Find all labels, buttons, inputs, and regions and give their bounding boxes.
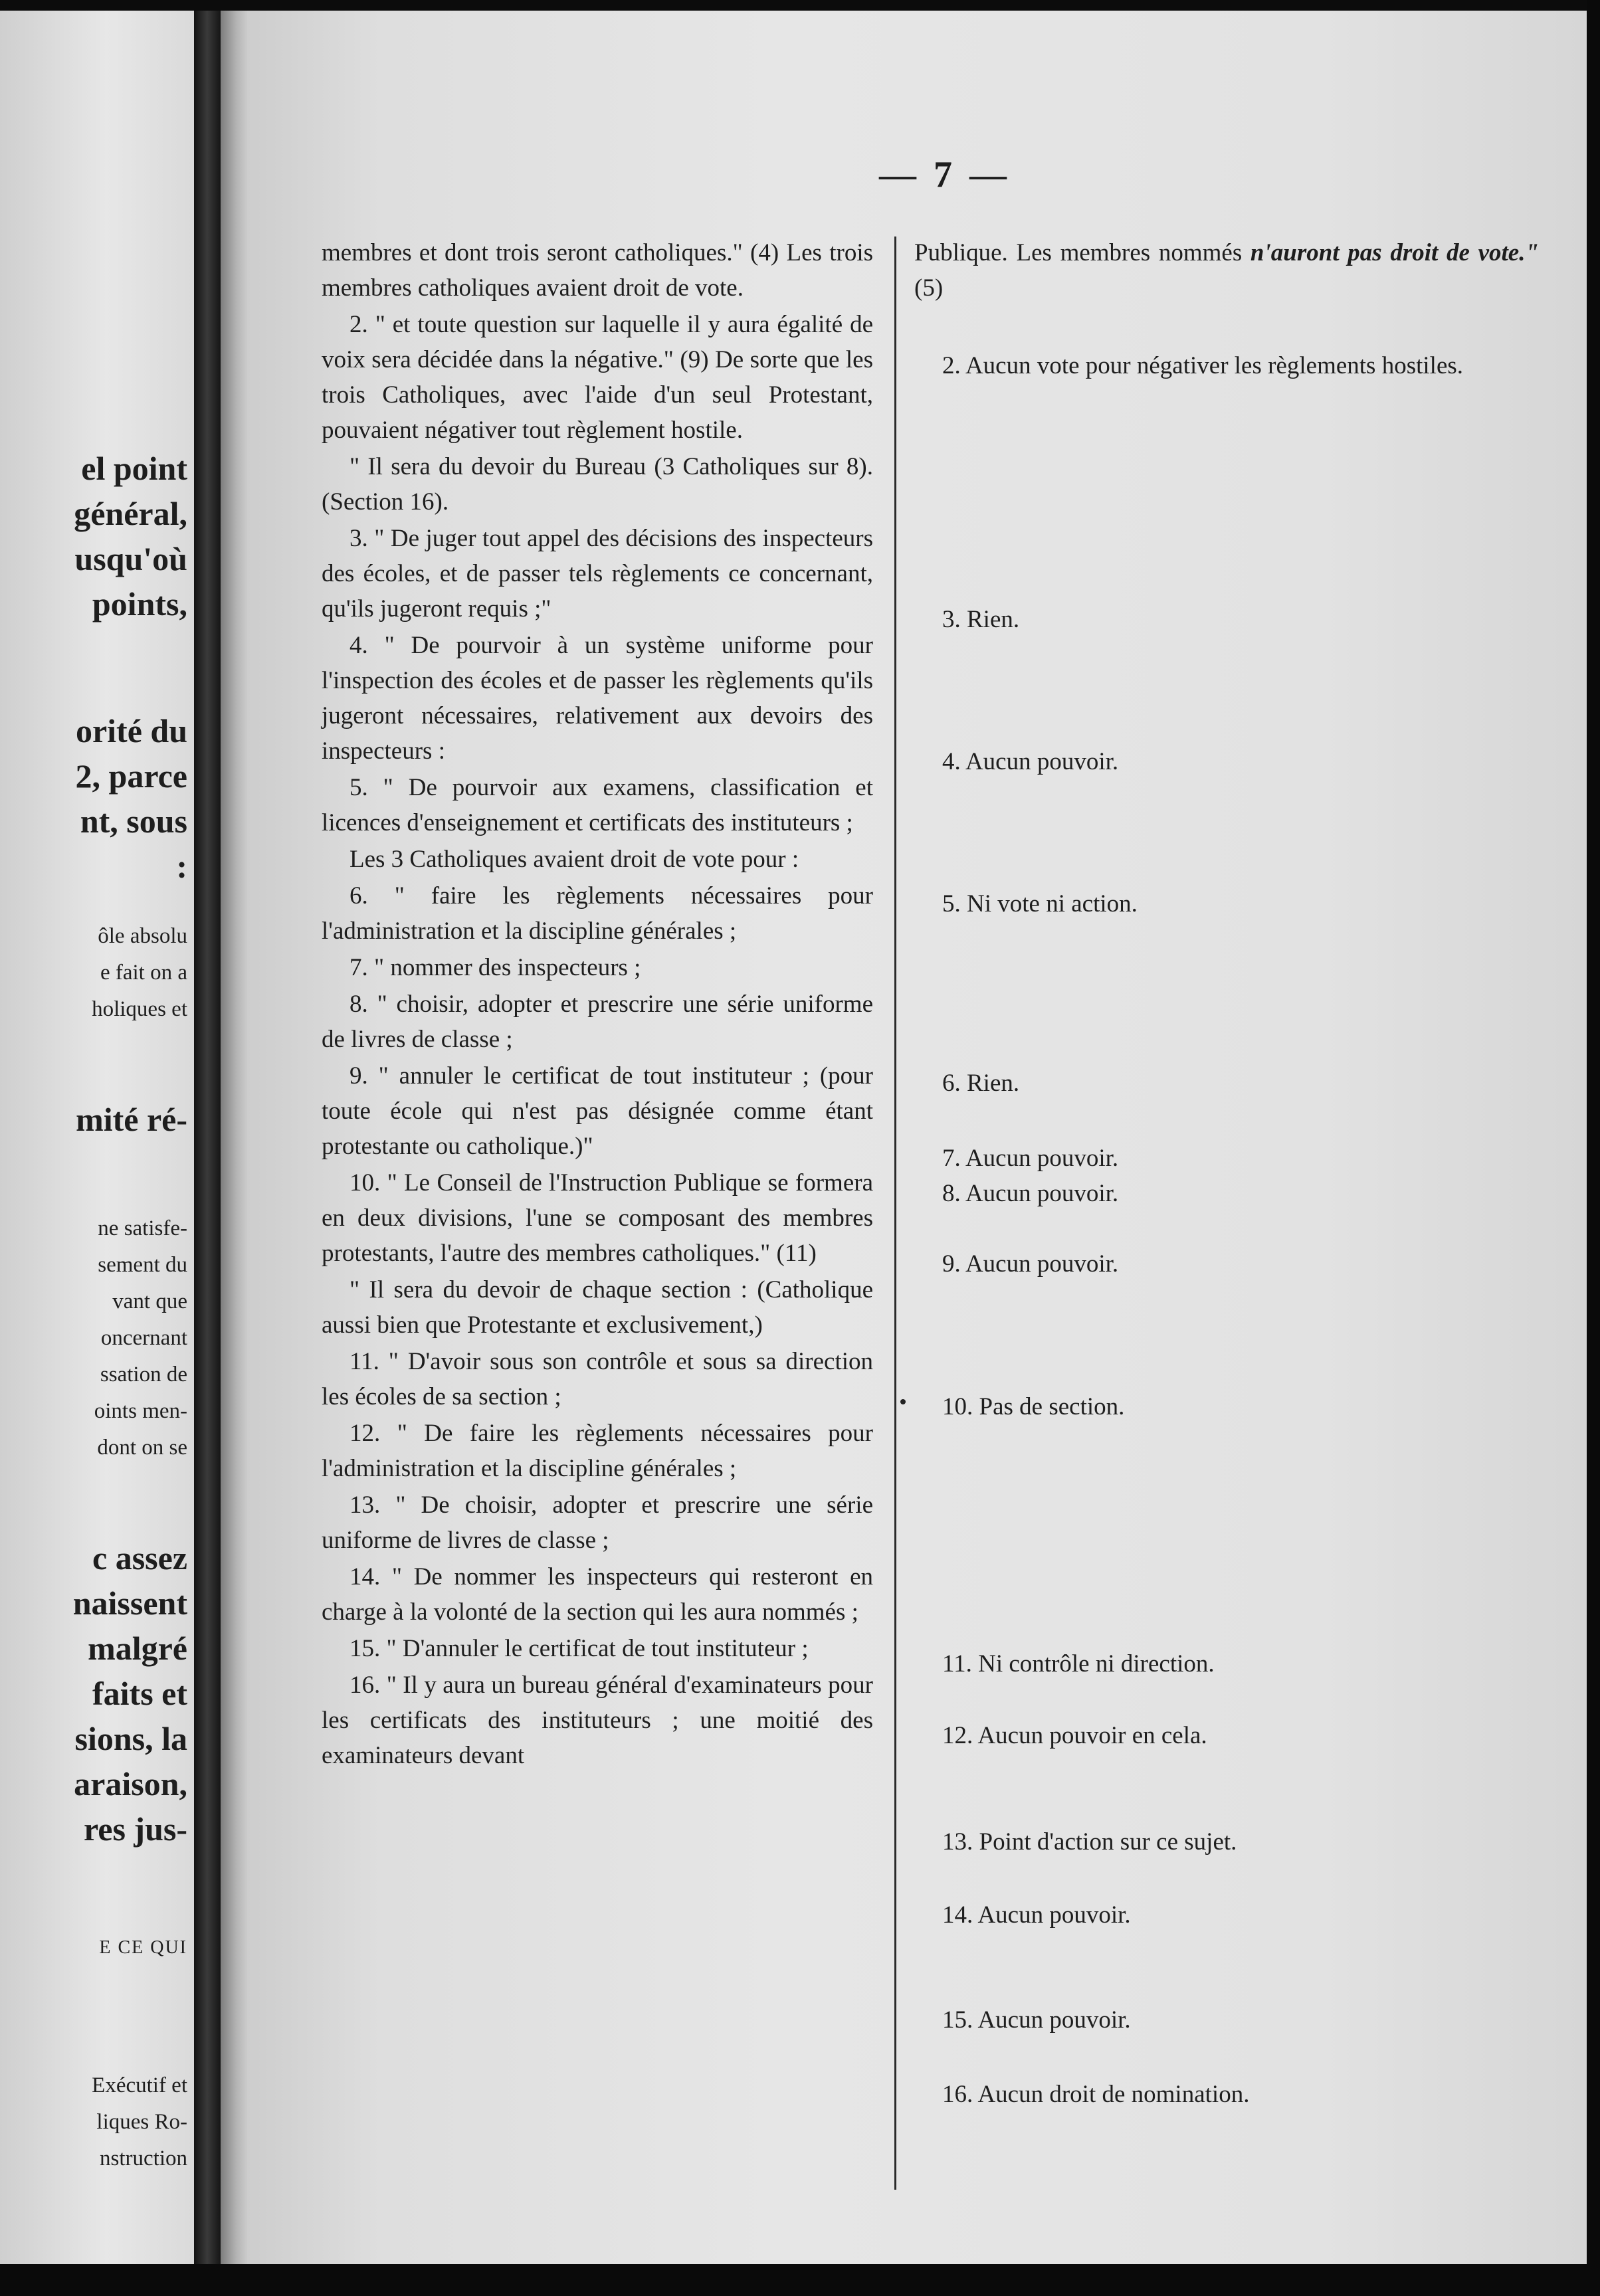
paragraph: 16. " Il y aura un bureau général d'examinateurs pour les certificats des instituteurs ; une moitié des examinateurs devant <box>322 1672 873 1769</box>
fragment-line: sement du <box>98 1253 187 1277</box>
fragment-line: malgré <box>88 1630 187 1667</box>
scan-border-bottom <box>0 2264 1600 2296</box>
column-divider <box>894 237 896 2190</box>
comparison-item: 6. Rien. <box>942 1070 1020 1097</box>
fragment-line: Exécutif et <box>92 2073 187 2097</box>
fragment-line: usqu'où <box>74 540 187 577</box>
fragment-line: ôle absolu <box>98 924 187 948</box>
paragraph: membres et dont trois seront catholiques." (4) Les trois membres catholiques avaient droit de vote. <box>322 239 873 302</box>
right-intro-italic: n'auront pas droit de vote." <box>1250 239 1539 266</box>
paragraph: 13. " De choisir, adopter et prescrire une série uniforme de livres de classe ; <box>322 1491 873 1554</box>
fragment-line: dont on se <box>97 1436 187 1460</box>
paragraph: 11. " D'avoir sous son contrôle et sous sa direction les écoles de sa section ; <box>322 1348 873 1410</box>
comparison-item: 12. Aucun pouvoir en cela. <box>942 1722 1207 1749</box>
fragment-line: oncernant <box>100 1326 187 1350</box>
fragment-line: général, <box>74 495 187 532</box>
fragment-line: oints men- <box>94 1399 187 1423</box>
fragment-line: 2, parce <box>75 757 187 795</box>
document-page <box>247 11 1587 2264</box>
fragment-line: faits et <box>92 1675 187 1712</box>
fragment-line: vant que <box>112 1290 187 1313</box>
paragraph: 15. " D'annuler le certificat de tout instituteur ; <box>350 1635 809 1662</box>
comparison-item: 10. Pas de section. <box>942 1393 1125 1420</box>
fragment-line: mité ré- <box>76 1101 187 1138</box>
fragment-line: E CE QUI <box>99 1937 187 1958</box>
fragment-line: res jus- <box>83 1810 187 1848</box>
fragment-line: ne satisfe- <box>98 1216 187 1240</box>
paragraph: 12. " De faire les règlements nécessaires pour l'administration et la discipline générales ; <box>322 1420 873 1482</box>
book-gutter <box>194 11 221 2264</box>
ink-speck <box>900 1399 906 1404</box>
fragment-line: : <box>176 848 187 885</box>
fragment-line: orité du <box>75 712 187 749</box>
comparison-item: 5. Ni vote ni action. <box>942 890 1138 917</box>
paragraph: 14. " De nommer les inspecteurs qui resteront en charge à la volonté de la section qui les aura nommés ; <box>322 1563 873 1626</box>
comparison-item: 9. Aucun pouvoir. <box>942 1250 1119 1278</box>
right-intro-text: Publique. Les membres nommés <box>914 239 1243 266</box>
fragment-line: liques Ro- <box>96 2110 187 2134</box>
paragraph: 3. " De juger tout appel des décisions des inspecteurs des écoles, et de passer tels règlements ce concernant, qu'ils jugeront requis ;" <box>322 525 873 622</box>
comparison-item: 13. Point d'action sur ce sujet. <box>942 1828 1237 1856</box>
right-intro-footnote: (5) <box>914 274 944 302</box>
fragment-line: e fait on a <box>100 961 187 985</box>
fragment-line: sions, la <box>74 1720 187 1757</box>
fragment-line: araison, <box>74 1765 187 1802</box>
paragraph: 7. " nommer des inspecteurs ; <box>350 954 641 981</box>
paragraph: 8. " choisir, adopter et prescrire une série uniforme de livres de classe ; <box>322 991 873 1053</box>
fragment-line: points, <box>92 585 187 622</box>
paragraph: 6. " faire les règlements nécessaires pour l'administration et la discipline générales ; <box>322 882 873 945</box>
left-column <box>322 235 873 1773</box>
paragraph: " Il sera du devoir de chaque section : (Catholique aussi bien que Protestante et exclusivement,) <box>322 1276 873 1339</box>
page-number: — 7 — <box>879 154 1011 195</box>
paragraph: 9. " annuler le certificat de tout instituteur ; (pour toute école qui n'est pas désignée comme étant protestante ou catholique.)" <box>322 1062 873 1160</box>
comparison-item: 3. Rien. <box>942 606 1020 633</box>
comparison-item: 4. Aucun pouvoir. <box>942 748 1119 775</box>
right-intro <box>914 235 1539 306</box>
comparison-item: 2. Aucun vote pour négativer les règlements hostiles. <box>942 352 1464 379</box>
previous-page-fragment <box>0 11 194 2264</box>
paragraph: 5. " De pourvoir aux examens, classification et licences d'enseignement et certificats des instituteurs ; <box>322 774 873 836</box>
fragment-line: nstruction <box>100 2147 187 2170</box>
scan-border-right <box>1587 0 1600 2296</box>
spine-shadow <box>221 11 247 2264</box>
paragraph: 10. " Le Conseil de l'Instruction Publique se formera en deux divisions, l'une se composant des membres protestants, l'autre des membres catholiques." (11) <box>322 1169 873 1267</box>
comparison-item: 16. Aucun droit de nomination. <box>942 2081 1250 2108</box>
fragment-line: c assez <box>92 1539 187 1577</box>
comparison-item: 14. Aucun pouvoir. <box>942 1901 1131 1929</box>
fragment-line: holiques et <box>92 997 187 1021</box>
fragment-line: el point <box>81 450 187 487</box>
fragment-line: naissent <box>72 1584 187 1622</box>
fragment-line: ssation de <box>100 1363 187 1387</box>
paragraph: 4. " De pourvoir à un système uniforme pour l'inspection des écoles et de passer les règlements qu'ils jugeront nécessaires, relativement aux devoirs des inspecteurs : <box>322 632 873 765</box>
scan-border-top <box>0 0 1600 11</box>
paragraph: 2. " et toute question sur laquelle il y aura égalité de voix sera décidée dans la négative." (9) De sorte que les trois Catholiques, avec l'aide d'un seul Protestant, pouvaient négativer tout règlement hostile. <box>322 311 873 444</box>
comparison-item: 15. Aucun pouvoir. <box>942 2006 1131 2034</box>
comparison-item: 11. Ni contrôle ni direction. <box>942 1650 1215 1677</box>
paragraph: " Il sera du devoir du Bureau (3 Catholiques sur 8). (Section 16). <box>322 453 873 516</box>
fragment-line: nt, sous <box>80 803 187 840</box>
comparison-item: 7. Aucun pouvoir. <box>942 1145 1119 1172</box>
comparison-item: 8. Aucun pouvoir. <box>942 1180 1119 1207</box>
paragraph: Les 3 Catholiques avaient droit de vote pour : <box>350 846 799 873</box>
